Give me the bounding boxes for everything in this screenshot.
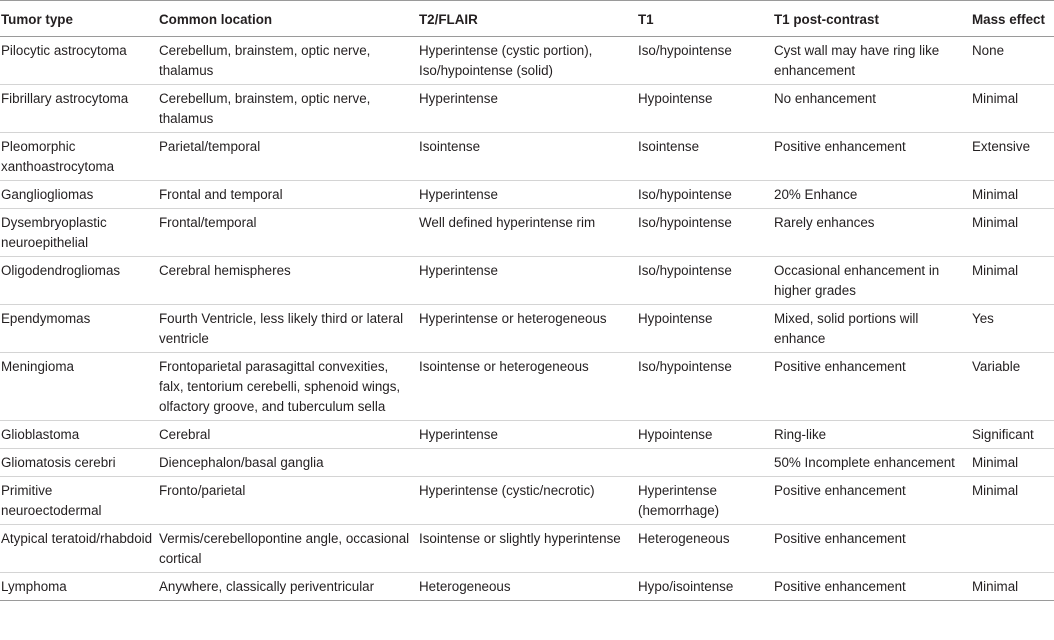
- cell-t1-post-contrast: Positive enhancement: [774, 133, 972, 181]
- cell-t1-post-contrast: Positive enhancement: [774, 477, 972, 525]
- header-common-location: Common location: [159, 1, 419, 37]
- header-t1-post-contrast: T1 post-contrast: [774, 1, 972, 37]
- cell-t1: Iso/hypointense: [638, 353, 774, 421]
- cell-t2-flair: Hyperintense: [419, 181, 638, 209]
- cell-tumor-type: Glioblastoma: [0, 421, 159, 449]
- cell-t2-flair: [419, 449, 638, 477]
- cell-tumor-type: Oligodendrogliomas: [0, 257, 159, 305]
- cell-t1: [638, 449, 774, 477]
- header-row: [0, 1, 1054, 37]
- cell-t1: Hypo/isointense: [638, 573, 774, 601]
- cell-t1: Iso/hypointense: [638, 181, 774, 209]
- cell-t1-post-contrast: Rarely enhances: [774, 209, 972, 257]
- table-row: [0, 305, 1054, 353]
- cell-t1-post-contrast: No enhancement: [774, 85, 972, 133]
- cell-common-location: Parietal/temporal: [159, 133, 419, 181]
- table-row: [0, 353, 1054, 421]
- cell-t2-flair: Isointense or slightly hyperintense: [419, 525, 638, 573]
- table-row: [0, 85, 1054, 133]
- cell-mass-effect: None: [972, 37, 1054, 85]
- cell-mass-effect: Minimal: [972, 181, 1054, 209]
- cell-t1: Hypointense: [638, 421, 774, 449]
- cell-tumor-type: Primitive neuroectodermal: [0, 477, 159, 525]
- cell-mass-effect: Minimal: [972, 477, 1054, 525]
- cell-common-location: Fourth Ventricle, less likely third or lateral ventricle: [159, 305, 419, 353]
- cell-t2-flair: Isointense: [419, 133, 638, 181]
- table-row: [0, 477, 1054, 525]
- cell-t1: Hypointense: [638, 85, 774, 133]
- cell-common-location: Anywhere, classically periventricular: [159, 573, 419, 601]
- table-row: [0, 133, 1054, 181]
- cell-t1: Isointense: [638, 133, 774, 181]
- cell-t1: Iso/hypointense: [638, 37, 774, 85]
- table-row: [0, 573, 1054, 601]
- cell-tumor-type: Lymphoma: [0, 573, 159, 601]
- cell-mass-effect: Variable: [972, 353, 1054, 421]
- cell-t2-flair: Hyperintense or heterogeneous: [419, 305, 638, 353]
- cell-t2-flair: Isointense or heterogeneous: [419, 353, 638, 421]
- cell-tumor-type: Atypical teratoid/rhabdoid: [0, 525, 159, 573]
- cell-tumor-type: Dysembryoplastic neuroepithelial: [0, 209, 159, 257]
- cell-t1-post-contrast: Mixed, solid portions will enhance: [774, 305, 972, 353]
- cell-common-location: Cerebellum, brainstem, optic nerve, thalamus: [159, 85, 419, 133]
- table-row: [0, 181, 1054, 209]
- cell-common-location: Diencephalon/basal ganglia: [159, 449, 419, 477]
- table-row: [0, 421, 1054, 449]
- cell-t2-flair: Hyperintense (cystic/necrotic): [419, 477, 638, 525]
- cell-t1-post-contrast: 20% Enhance: [774, 181, 972, 209]
- cell-t2-flair: Hyperintense: [419, 257, 638, 305]
- cell-mass-effect: Minimal: [972, 209, 1054, 257]
- cell-mass-effect: Yes: [972, 305, 1054, 353]
- cell-common-location: Frontal/temporal: [159, 209, 419, 257]
- cell-t1-post-contrast: Cyst wall may have ring like enhancement: [774, 37, 972, 85]
- cell-t1-post-contrast: 50% Incomplete enhancement: [774, 449, 972, 477]
- cell-common-location: Cerebellum, brainstem, optic nerve, thalamus: [159, 37, 419, 85]
- cell-tumor-type: Meningioma: [0, 353, 159, 421]
- cell-common-location: Frontoparietal parasagittal convexities, falx, tentorium cerebelli, sphenoid wings, olfactory groove, and tuberculum sella: [159, 353, 419, 421]
- cell-mass-effect: Extensive: [972, 133, 1054, 181]
- cell-t1-post-contrast: Ring-like: [774, 421, 972, 449]
- table-row: [0, 525, 1054, 573]
- cell-tumor-type: Gangliogliomas: [0, 181, 159, 209]
- cell-mass-effect: Minimal: [972, 449, 1054, 477]
- cell-t2-flair: Well defined hyperintense rim: [419, 209, 638, 257]
- cell-t1: Iso/hypointense: [638, 209, 774, 257]
- cell-common-location: Cerebral hemispheres: [159, 257, 419, 305]
- cell-tumor-type: Pilocytic astrocytoma: [0, 37, 159, 85]
- header-t2-flair: T2/FLAIR: [419, 1, 638, 37]
- cell-mass-effect: Minimal: [972, 573, 1054, 601]
- cell-common-location: Fronto/parietal: [159, 477, 419, 525]
- cell-tumor-type: Fibrillary astrocytoma: [0, 85, 159, 133]
- table-row: [0, 37, 1054, 85]
- cell-tumor-type: Ependymomas: [0, 305, 159, 353]
- cell-mass-effect: Significant: [972, 421, 1054, 449]
- cell-mass-effect: [972, 525, 1054, 573]
- table-row: [0, 257, 1054, 305]
- table-header: [0, 1, 1054, 37]
- table-row: [0, 449, 1054, 477]
- header-tumor-type: Tumor type: [0, 1, 159, 37]
- cell-t1-post-contrast: Positive enhancement: [774, 353, 972, 421]
- cell-common-location: Vermis/cerebellopontine angle, occasional cortical: [159, 525, 419, 573]
- cell-tumor-type: Gliomatosis cerebri: [0, 449, 159, 477]
- table-row: [0, 209, 1054, 257]
- cell-t1: Iso/hypointense: [638, 257, 774, 305]
- table-body: [0, 37, 1054, 601]
- cell-t1-post-contrast: Occasional enhancement in higher grades: [774, 257, 972, 305]
- cell-t1: Hypointense: [638, 305, 774, 353]
- cell-mass-effect: Minimal: [972, 85, 1054, 133]
- cell-t2-flair: Hyperintense (cystic portion), Iso/hypointense (solid): [419, 37, 638, 85]
- cell-t1: Hyperintense (hemorrhage): [638, 477, 774, 525]
- cell-t1-post-contrast: Positive enhancement: [774, 573, 972, 601]
- cell-t2-flair: Hyperintense: [419, 85, 638, 133]
- cell-mass-effect: Minimal: [972, 257, 1054, 305]
- cell-common-location: Cerebral: [159, 421, 419, 449]
- cell-t1: Heterogeneous: [638, 525, 774, 573]
- header-t1: T1: [638, 1, 774, 37]
- cell-tumor-type: Pleomorphic xanthoastrocytoma: [0, 133, 159, 181]
- cell-t2-flair: Hyperintense: [419, 421, 638, 449]
- cell-t1-post-contrast: Positive enhancement: [774, 525, 972, 573]
- cell-common-location: Frontal and temporal: [159, 181, 419, 209]
- header-mass-effect: Mass effect: [972, 1, 1054, 37]
- cell-t2-flair: Heterogeneous: [419, 573, 638, 601]
